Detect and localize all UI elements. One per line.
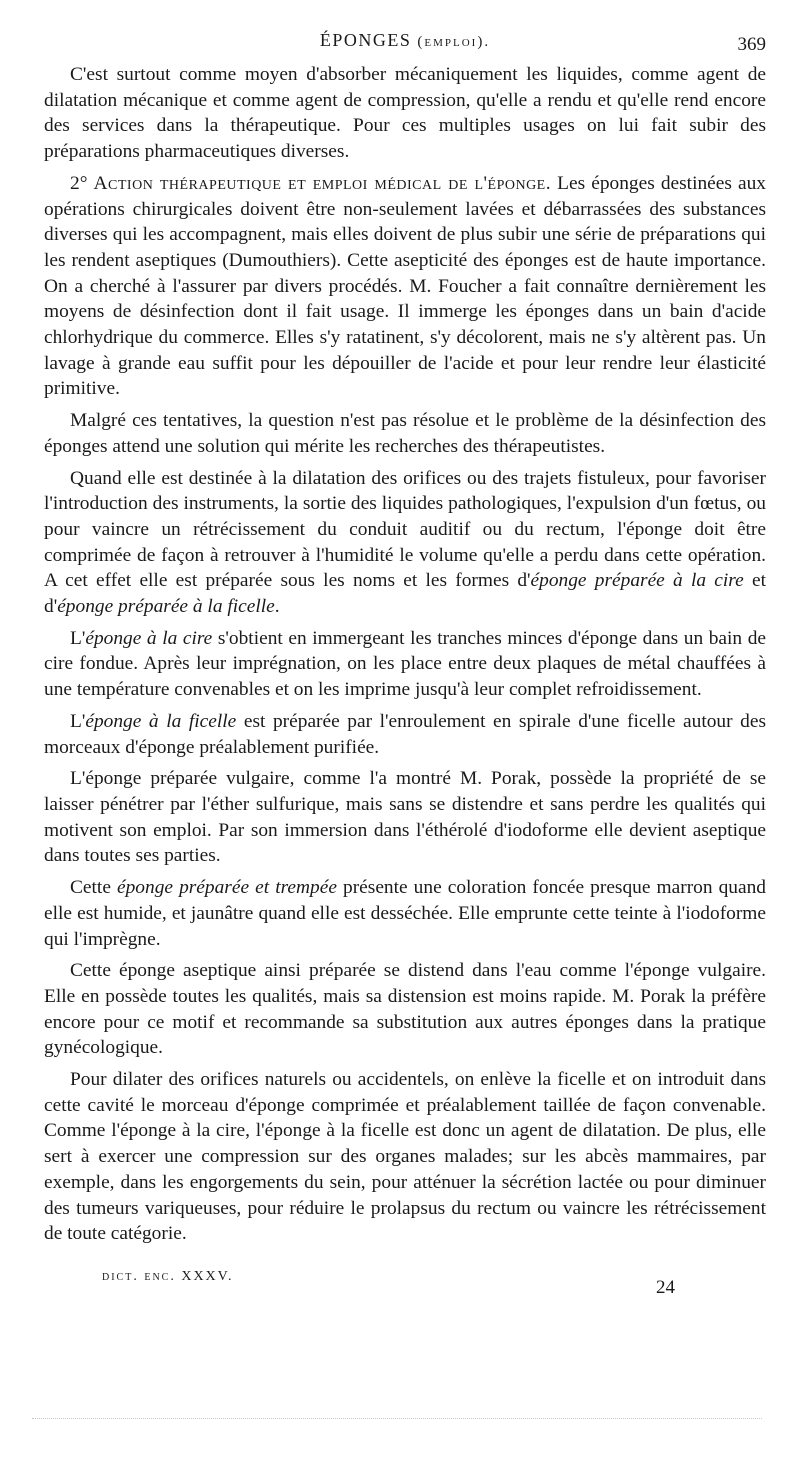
italic-term: éponge préparée à la cire: [530, 570, 744, 592]
paragraph: [44, 875, 766, 952]
paragraph-text: C'est surtout comme moyen d'absorber mécaniquement les liquides, comme agent de dilatation mécanique et comme agent de compression, qu'elle a rendu et qu'elle rend encore des services dans la thérapeutique. Pour ces multiples usages on lui fait subir des préparations pharmaceutiques diverses.: [44, 64, 766, 163]
running-head-title: ÉPONGES: [319, 30, 412, 50]
page-number: 369: [737, 34, 766, 55]
paragraph-text: L': [70, 710, 86, 732]
paragraph-text: Malgré ces tentatives, la question n'est pas résolue et le problème de la désinfection des éponges attend une solution qui mérite les recherches des thérapeutistes.: [44, 410, 766, 457]
paragraph: [44, 466, 766, 620]
paragraph-text: L'éponge préparée vulgaire, comme l'a montré M. Porak, possède la propriété de se laisser pénétrer par l'éther sulfurique, mais sans se distendre et sans perdre les qualités qui motivent son emploi. Par son immersion dans l'éthérolé d'iodoforme elle devient aseptique dans toutes ses parties.: [44, 768, 766, 867]
paragraph-text: présente une coloration foncée presque marron quand elle est humide, et jaunâtre quand elle est desséchée. Elle emprunte cette teinte à l'iodoforme qui l'imprègne.: [44, 877, 766, 950]
section-heading: Action thérapeutique et emploi médical de l'éponge.: [93, 172, 552, 194]
paragraph: [44, 766, 766, 869]
paragraph-text: Quand elle est destinée à la dilatation des orifices ou des trajets fistuleux, pour favoriser l'introduction des instruments, la sortie des liquides pathologiques, l'expulsion d'un fœtus, ou pour vaincre un rétrécissement du conduit auditif ou du rectum, l'éponge doit être comprimée de façon à retrouver à l'humidité le volume qu'elle a perdu dans cette opération. A cet effet elle est préparée sous les noms et les formes d': [44, 467, 766, 592]
paragraph: [44, 408, 766, 459]
page-header: [44, 22, 766, 62]
paragraph-text: L': [70, 627, 86, 649]
paragraph-text: Les éponges destinées aux opérations chirurgicales doivent être non-seulement lavées et débarrassées des substances diverses qui les accompagnent, mais elles doivent de plus subir une série de préparations qui les rendent aseptiques (Dumouthiers). Cette asepticité des éponges est de haute importance. On a cherché à l'assurer par divers procédés. M. Foucher a fait connaître dernièrement les moyens de désinfection dont il fait usage. Il immerge les éponges dans un bain d'acide chlorhydrique du commerce. Elles s'y ratatinent, s'y décolorent, mais ne s'y altèrent pas. Un lavage à grande eau suffit pour les dépouiller de l'acide et pour leur rendre leur élasticité primitive.: [44, 172, 766, 400]
paragraph: [44, 171, 766, 402]
italic-term: éponge à la ficelle: [85, 710, 237, 732]
bottom-dotted-rule: [32, 1418, 762, 1419]
running-head-subtitle: (emploi).: [417, 34, 491, 50]
italic-term: éponge préparée à la ficelle: [57, 596, 275, 618]
article-body: [44, 62, 766, 1247]
italic-term: éponge préparée et trempée: [117, 877, 337, 899]
paragraph-text: et d': [44, 570, 766, 618]
paragraph-text: 2°: [70, 172, 94, 194]
running-head: [44, 30, 766, 51]
page-footer: [44, 1261, 766, 1301]
paragraph-text: .: [274, 596, 280, 618]
paragraph: [44, 958, 766, 1061]
paragraph-text: Cette: [70, 877, 117, 899]
sheet-number: 24: [656, 1276, 675, 1298]
book-page: [44, 22, 766, 1301]
paragraph: [44, 709, 766, 760]
paragraph: [44, 626, 766, 703]
paragraph-text: Cette éponge aseptique ainsi préparée se distend dans l'eau comme l'éponge vulgaire. Elle en possède toutes les qualités, mais sa distension est moins rapide. M. Porak la préfère encore pour ce motif et recommande sa substitution aux autres éponges dans la pratique gynécologique.: [44, 960, 766, 1059]
paragraph-text: s'obtient en immergeant les tranches minces d'éponge dans un bain de cire fondue. Après leur imprégnation, on les place entre deux plaques de métal chauffées à une température convenables et on les imprime jusqu'à leur complet refroidissement.: [44, 627, 766, 701]
paragraph-text: Pour dilater des orifices naturels ou accidentels, on enlève la ficelle et on introduit dans cette cavité le morceau d'éponge comprimée et préalablement taillée de façon convenable. Comme l'éponge à la cire, l'éponge à la ficelle est donc un agent de dilatation. De plus, elle sert à exercer une compression sur des organes malades; sur les abcès mammaires, par exemple, dans les engorgements du sein, pour atténuer la sécrétion lactée ou pour diminuer des tumeurs variqueuses, pour réduire le prolapsus du rectum ou vaincre les rétrécissement de toute catégorie.: [44, 1069, 766, 1245]
paragraph: [44, 62, 766, 165]
paragraph-text: est préparée par l'enroulement en spirale d'une ficelle autour des morceaux d'éponge préalablement purifiée.: [44, 710, 766, 758]
printer-signature: dict. enc. XXXV.: [102, 1268, 234, 1284]
paragraph: [44, 1067, 766, 1247]
italic-term: éponge à la cire: [85, 627, 213, 649]
